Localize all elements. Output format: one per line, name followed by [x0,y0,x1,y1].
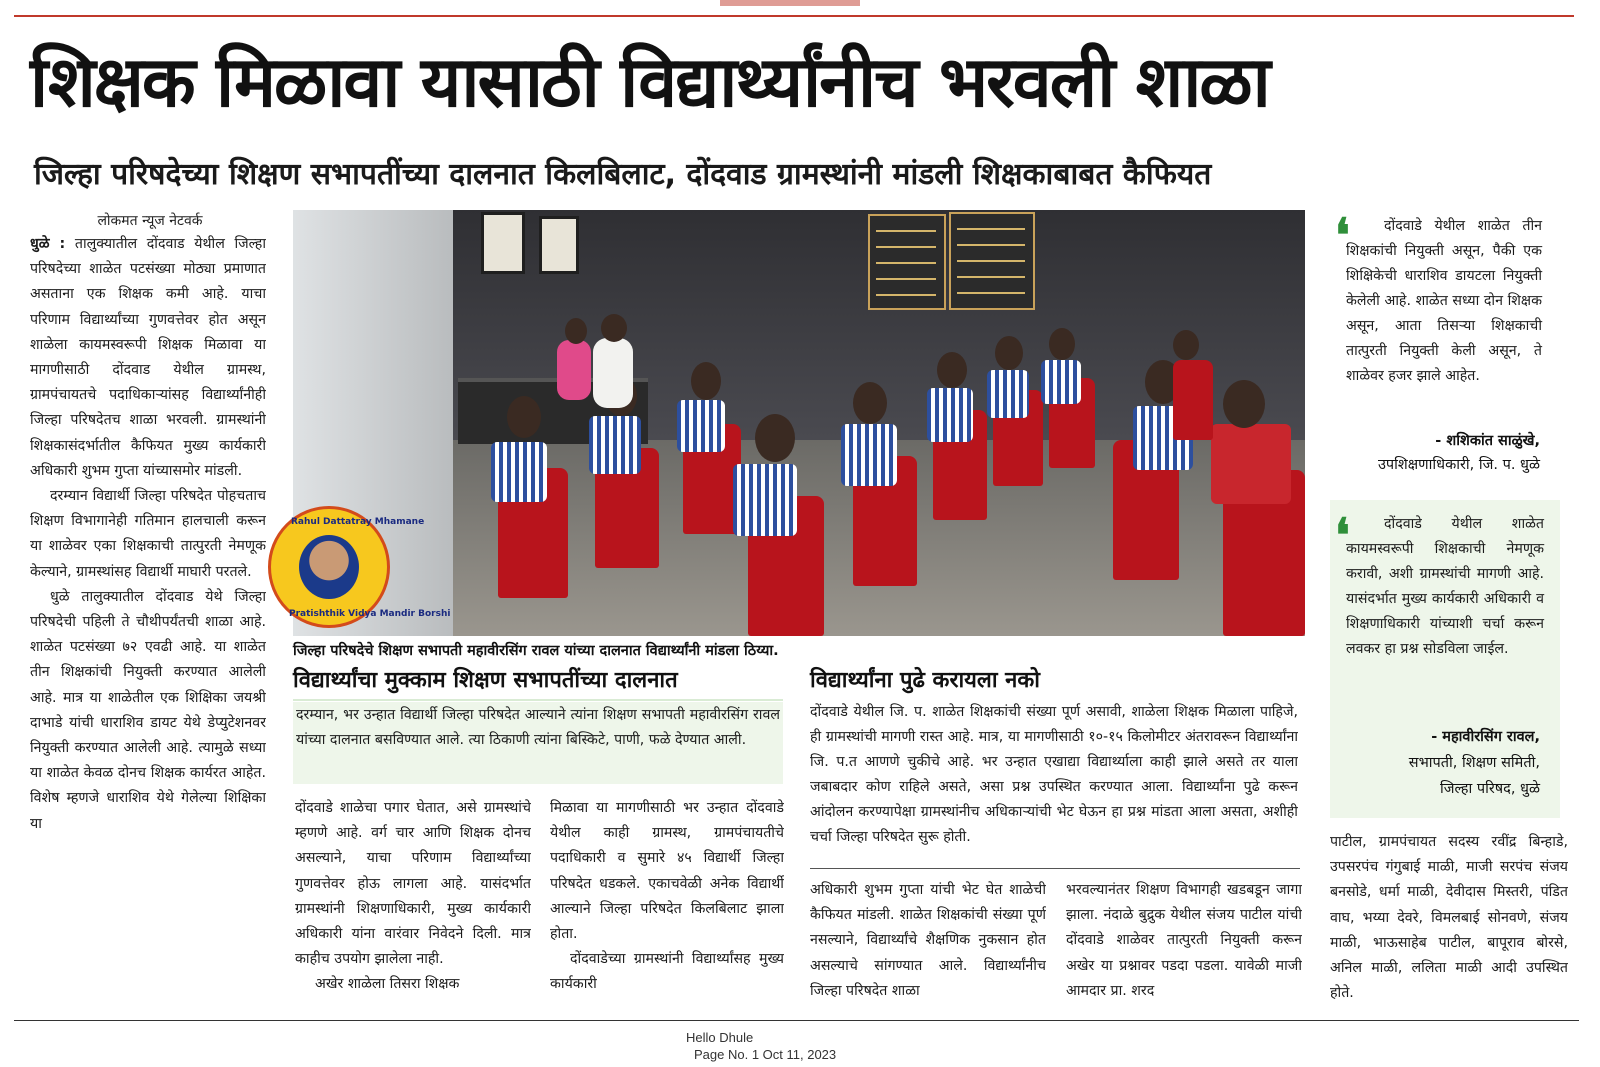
top-rule [14,15,1574,17]
story2-title: विद्यार्थ्यांचा मुक्काम शिक्षण सभापतींच्या दालनात [293,668,678,693]
top-accent-mark [720,0,860,6]
photo-portrait-frame [539,216,579,274]
article-column-4: अधिकारी शुभम गुप्ता यांची भेट घेत शाळेची कैफियत मांडली. शाळेत शिक्षकांची संख्या पूर्ण नसल्याने, विद्यार्थ्यांचे शैक्षणिक नुकसान होत असल्याचे सांगण्यात आले. विद्यार्थ्यांनीच जिल्हा परिषदेत शाळा [810,882,1046,999]
paragraph-text: तालुक्यातील दोंदवाड येथील जिल्हा परिषदेच्या शाळेत पटसंख्या मोठ्या प्रमाणात असताना एक शिक्षक कमी आहे. याचा परिणाम विद्यार्थ्यांच्या गुणवत्तेवर होत असून शाळेला कायमस्वरूपी शिक्षक मिळावा या मागणीसाठी दोंदवाड येथील ग्रामस्थ, ग्रामपंचायतचे पदाधिकाऱ्यांसह विद्यार्थ्यांनीही जिल्हा परिषदेतच शाळा भरवली. ग्रामस्थांनी शिक्षकासंदर्भातील कैफियत मुख्य कार्यकारी अधिकारी शुभम गुप्ता यांच्यासमोर मांडली. [30,236,266,479]
stamp-bottom-text: Pratishthik Vidya Mandir Borshi [289,609,451,619]
story2-rule [293,699,783,701]
quote2-name [1340,724,1540,750]
photo-honour-board [949,212,1035,310]
article-paragraph: अखेर शाळेला तिसरा शिक्षक [315,976,460,993]
bottom-rule [14,1020,1579,1021]
quote-open-icon: ❛ [1335,508,1350,562]
quote1-name-text: - शशिकांत साळुंखे, [1435,433,1540,449]
dateline: धुळे : [30,236,66,252]
footer-page-line: Page No. 1 Oct 11, 2023 [694,1047,837,1062]
article-paragraph: धुळे तालुक्यातील दोंदवाड येथे जिल्हा परिषदेची पहिली ते चौथीपर्यंतची शाळा आहे. शाळेत पटसंख्या ७२ एवढी आहे. या शाळेत तीन शिक्षकांची नियुक्ती करण्यात आलेली आहे. मात्र या शाळेतील एक शिक्षिका जयश्री दाभाडे यांची धाराशिव डायट येथे डेप्युटेशनवर नियुक्ती करण्यात आलेली आहे. त्यामुळे सध्या या शाळेत केवळ दोनच शिक्षक कार्यरत आहेत. विशेष म्हणजे धाराशिव येथे गेलेल्या शिक्षिका या [30,588,266,832]
stamp-top-text: Rahul Dattatray Mhamane [291,517,425,527]
quote2-designation-2: जिल्हा परिषद, धुळे [1440,781,1540,797]
photo-caption: जिल्हा परिषदेचे शिक्षण सभापती महावीरसिंग रावल यांच्या दालनात विद्यार्थ्यांनी मांडला ठिय्या. [293,643,779,659]
stamp-portrait [299,535,359,599]
story3-title: विद्यार्थ्यांना पुढे करायला नको [810,668,1040,693]
quote1-name [1340,428,1540,454]
quote2-designation-1: सभापती, शिक्षण समिती, [1408,755,1540,771]
photo-portrait-frame [481,212,525,274]
headline: शिक्षक मिळावा यासाठी विद्यार्थ्यांनीच भरवली शाळा [30,41,1269,123]
article-paragraph [30,232,266,484]
article-paragraph: मिळावा या मागणीसाठी भर उन्हात दोंदवाडे येथील काही ग्रामस्थ, ग्रामपंचायतीचे पदाधिकारी व सुमारे ४५ विद्यार्थी जिल्हा परिषदेत धडकले. एकाचवेळी अनेक विद्यार्थी आल्याने जिल्हा परिषदेत किलबिलाट झाला होता. [550,800,784,943]
footer-edition: Hello Dhule [686,1030,754,1045]
byline: लोकमत न्यूज नेटवर्क [97,213,203,229]
article-column-6: पाटील, ग्रामपंचायत सदस्य रवींद्र बिन्हाडे, उपसरपंच गंगुबाई माळी, माजी सरपंच संजय बनसोडे, धर्मा माळी, देवीदास मिस्तरी, पंडित वाघ, भय्या देवरे, विमलबाई सोनवणे, संजय माळी, भाऊसाहेब पाटील, बापूराव बोरसे, अनिल माळी, ललिता माळी आदी उपस्थित होते. [1330,834,1568,1002]
quote2-name-text: - महावीरसिंग रावल, [1431,729,1540,745]
article-column-1 [30,232,266,1017]
news-photo-students-in-chamber [293,210,1305,636]
article-paragraph: दरम्यान विद्यार्थी जिल्हा परिषदेत पोहचताच शिक्षण विभागानेही गतिमान हालचाली करून या शाळेवर एका शिक्षकाची तात्पुरती नेमणूक केल्याने, ग्रामस्थांसह विद्यार्थी माघारी परतले. [30,488,266,580]
story2-lead: दरम्यान, भर उन्हात विद्यार्थी जिल्हा परिषदेत आल्याने त्यांना शिक्षण सभापती महावीरसिंग रावल यांच्या दालनात बसविण्यात आले. त्या ठिकाणी त्यांना बिस्किटे, पाणी, फळे देण्यात आली. [296,707,780,748]
article-column-3 [550,796,784,1016]
quote2-text: दोंदवाडे येथील शाळेत कायमस्वरूपी शिक्षकाची नेमणूक करावी, अशी ग्रामस्थांची मागणी आहे. यासंदर्भात मुख्य कार्यकारी अधिकारी व शिक्षणाधिकारी यांच्याशी चर्चा करून लवकर हा प्रश्न सोडविला जाईल. [1346,516,1544,657]
quote1-text: दोंदवाडे येथील शाळेत तीन शिक्षकांची नियुक्ती असून, पैकी एक शिक्षिकेची धाराशिव डायटला नियुक्ती केलेली आहे. शाळेत सध्या दोन शिक्षक असून, आता तिसऱ्या शिक्षकाची तात्पुरती नियुक्ती केली असून, ते शाळेवर हजर झाले आहेत. [1346,218,1542,384]
watermark-stamp [268,506,451,628]
subheadline: जिल्हा परिषदेच्या शिक्षण सभापतींच्या दालनात किलबिलाट, दोंदवाड ग्रामस्थांनी मांडली शिक्षकाबाबत कैफियत [34,157,1212,192]
article-paragraph: दोंदवाडेच्या ग्रामस्थांनी विद्यार्थ्यांसह मुख्य कार्यकारी [550,951,784,993]
quote1-designation: उपशिक्षणाधिकारी, जि. प. धुळे [1377,457,1540,473]
article-paragraph: दोंदवाडे शाळेचा पगार घेतात, असे ग्रामस्थांचे म्हणणे आहे. वर्ग चार आणि शिक्षक दोनच असल्याने, याचा परिणाम विद्यार्थ्यांच्या गुणवत्तेवर होऊ लागला आहे. यासंदर्भात ग्रामस्थांनी शिक्षणाधिकारी, मुख्य कार्यकारी अधिकारी यांना वारंवार निवेदने दिली. मात्र काहीच उपयोग झालेला नाही. [295,800,531,968]
quote-open-icon: ❛ [1335,208,1350,262]
story3-text: दोंदवाडे येथील जि. प. शाळेत शिक्षकांची संख्या पूर्ण असावी, शाळेला शिक्षक मिळाला पाहिजे, ही ग्रामस्थांची मागणी रास्त आहे. मात्र, या मागणीसाठी १०-१५ किलोमीटर अंतरावरून विद्यार्थ्यांना जि. प.त आणणे चुकीचे आहे. भर उन्हात एखाद्या विद्यार्थ्याला काही झाले असते तर याला जबाबदार कोण राहिले असते, असा प्रश्न उपस्थित करण्यात आला. विद्यार्थ्यांना पुढे करून आंदोलन करण्यापेक्षा ग्रामस्थांनीच अधिकाऱ्यांची भेट घेऊन हा प्रश्न मांडता आला असता, अशीही चर्चा जिल्हा परिषदेत सुरू होती. [810,704,1298,845]
photo-honour-board [868,214,946,310]
article-column-5: भरवल्यानंतर शिक्षण विभागही खडबडून जागा झाला. नंदाळे बुद्रुक येथील संजय पाटील यांची दोंदवाडे शाळेवर तात्पुरती नियुक्ती करून अखेर या प्रश्नावर पडदा पडला. यावेळी माजी आमदार प्रा. शरद [1066,882,1302,999]
article-column-2 [295,796,531,1016]
story3-rule [810,868,1300,869]
